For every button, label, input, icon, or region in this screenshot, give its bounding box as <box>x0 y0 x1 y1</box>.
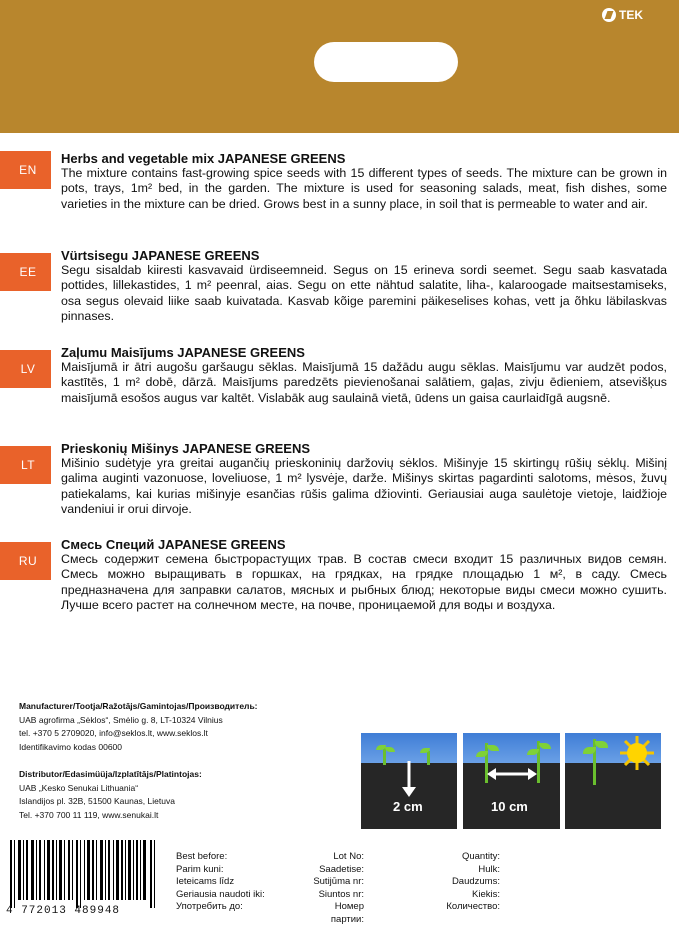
section-text: The mixture contains fast-growing spice seeds with 15 different types of seeds. The mixture can be grown in pots, trays, 1m² bed, in the garden. The mixture is used for seasoning salads, meat, fish dishes, some varieties in the mixture can be dried. Grows best in a sunny place, in soil that is permeable to water and air. <box>61 166 667 211</box>
lot-labels <box>300 851 364 927</box>
section-text: Maisījumā ir ātri augošu garšaugu sēklas. Maisījumā 15 dažādu augu sēklas. Maisījumu var audzēt podos, kastītēs, 1 m² dobē, dārzā. Maisījums paredzēts pievienošanai salātiem, gaļas, zivju ēdieniem, atsevišķus maisījumā esošos augus var kaltēt. Vislabāk aug saulainā vietā, ūdens un gaisa caurlaidīgā augsnē. <box>61 360 667 405</box>
distributor-info <box>19 768 349 822</box>
quantity-labels <box>430 851 500 914</box>
best-before-label: Geriausia naudoti iki: <box>176 888 265 900</box>
best-before-label: Best before: <box>176 851 228 862</box>
packet-header <box>0 0 679 133</box>
barcode-number: 4 772013 489948 <box>6 905 121 917</box>
language-tab-ru: RU <box>5 542 51 580</box>
quantity-label: Quantity: <box>461 851 500 862</box>
plant-icon <box>537 741 540 783</box>
leaf-icon <box>385 747 395 752</box>
depth-label: 2 cm <box>393 799 423 814</box>
soil <box>565 763 661 829</box>
spacing-label: 10 cm <box>491 799 528 814</box>
sun-icon <box>619 735 655 771</box>
section-title: Смесь Специй JAPANESE GREENS <box>61 537 286 552</box>
lot-label: Siuntos nr: <box>318 888 364 900</box>
section-text: Segu sisaldab kiiresti kasvavaid ürdiseemneid. Segus on 15 erineva sordi seemet. Segu saab kasvatada pottides, lillekastides, 1 m² peenral, aias. Segu on ette nähtud salatite, liha-, kalaroogade maitsestamiseks, osa segus olevaid liike saab kuivatada. Kasvab kõige paremini päikeselises kohas, vett ja õhku läbilaskvas pinnases. <box>61 263 667 323</box>
distributor-line: Tel. +370 700 11 119, www.senukai.lt <box>19 809 159 820</box>
lot-label: Saadetise: <box>319 863 364 875</box>
quantity-label: Hulk: <box>478 863 500 875</box>
distributor-label: Distributor/Edasimüüja/Izplatītājs/Platintojas: <box>19 769 202 779</box>
brand-mark-icon <box>602 8 616 22</box>
manufacturer-label: Manufacturer/Tootja/Ražotājs/Gamintojas/Производитель: <box>19 701 258 711</box>
lot-label: Lot No: <box>333 851 364 862</box>
planting-sun-illustration <box>565 733 661 829</box>
best-before-label: Parim kuni: <box>176 863 224 875</box>
planting-spacing-illustration <box>463 733 560 829</box>
language-tab-en: EN <box>5 151 51 189</box>
depth-arrow-icon <box>399 759 419 799</box>
quantity-label: Количество: <box>446 901 500 913</box>
spacing-arrow-icon <box>487 767 537 781</box>
section-text: Смесь содержит семена быстрорастущих трав. В состав смеси входит 15 различных видов семян. Смесь можно выращивать в горшках, на грядках, на грядке площадью 1 м², в саду. Смесь предназначена для заправки салатов, мясных и рыбных блюд; некоторые виды смеси можно сушить. Лучше всего растет на солнечном месте, на почве, проницаемой для воды и воздуха. <box>61 552 667 612</box>
distributor-line: UAB „Kesko Senukai Lithuania“ <box>19 782 139 793</box>
manufacturer-info <box>19 700 349 754</box>
section-title: Herbs and vegetable mix JAPANESE GREENS <box>61 151 346 166</box>
leaf-icon <box>595 741 608 748</box>
manufacturer-line: Identifikavimo kodas 00600 <box>19 741 123 752</box>
section-text: Mišinio sudėtyje yra greitai augančių prieskoninių daržovių sėklos. Mišinyje 15 skirtingų rūšių sėklų. Mišinį galima auginti vazonuose, loveliuose, 1 m² lysvėje, darže. Mišinys skirtas pagardinti salotoms, mėsos, žuvų patiekalams, kai kurias mišinyje esančias rūšis galima džiovinti. Geriausiai auga saulėtoje vietoje, laidžioje vandeniui ir orui dirvoje. <box>61 456 667 516</box>
brand-logo-text: TEK <box>619 8 643 22</box>
lot-label: Sutijūma nr: <box>313 876 364 888</box>
section-title: Zaļumu Maisījums JAPANESE GREENS <box>61 345 305 360</box>
language-tab-lv: LV <box>5 350 51 388</box>
best-before-label: Ieteicams līdz <box>176 876 235 888</box>
manufacturer-line: tel. +370 5 2709020, info@seklos.lt, www.seklos.lt <box>19 728 208 738</box>
quantity-label: Daudzums: <box>451 876 500 888</box>
section-title: Vürtsisegu JAPANESE GREENS <box>61 248 260 263</box>
brand-logo <box>602 8 643 22</box>
lot-label: Номер партии: <box>330 901 364 925</box>
best-before-labels <box>176 851 265 914</box>
quantity-label: Kiekis: <box>472 888 500 900</box>
language-tab-lt: LT <box>5 446 51 484</box>
planting-depth-illustration <box>361 733 457 829</box>
section-title: Prieskonių Mišinys JAPANESE GREENS <box>61 441 310 456</box>
language-tab-ee: EE <box>5 253 51 291</box>
hang-hole <box>314 42 458 82</box>
seedling-icon <box>427 751 430 765</box>
best-before-label: Употребить до: <box>176 901 243 913</box>
manufacturer-line: UAB agrofirma „Sėklos“, Smėlio g. 8, LT-10324 Vilnius <box>19 714 223 725</box>
barcode <box>6 840 166 908</box>
distributor-line: Islandijos pl. 32B, 51500 Kaunas, Lietuva <box>19 796 175 806</box>
